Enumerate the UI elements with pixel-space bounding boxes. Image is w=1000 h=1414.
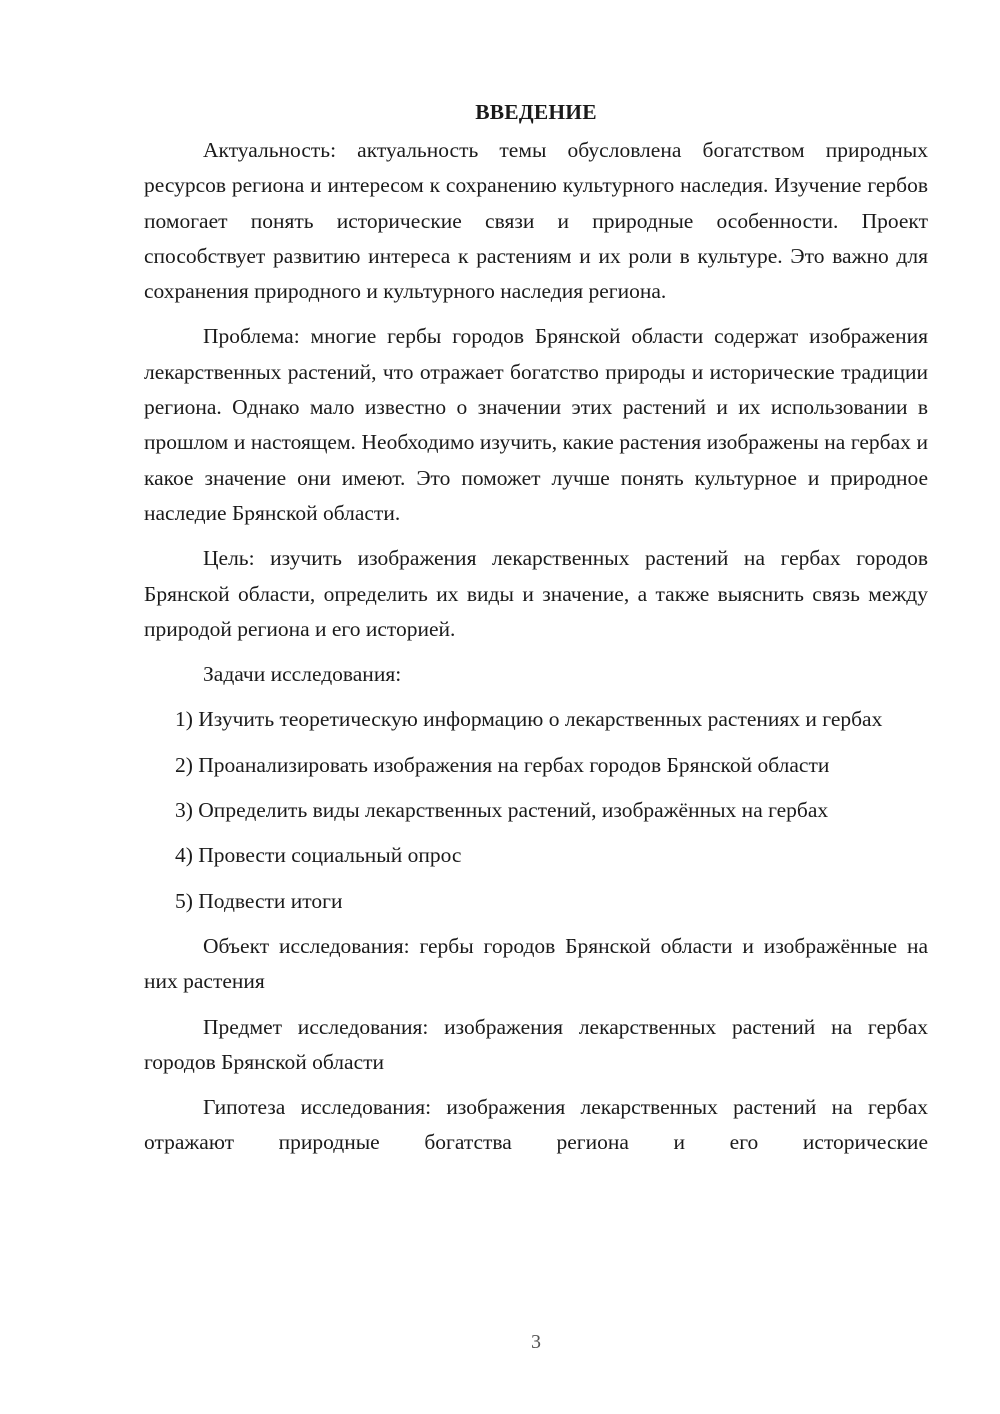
paragraph-hypothesis: Гипотеза исследования: изображения лекарственных растений на гербах отражают природные богатства региона и его исторические xyxy=(144,1095,928,1155)
paragraph-object: Объект исследования: гербы городов Брянской области и изображённые на них растения xyxy=(144,933,928,994)
paragraph-subject: Предмет исследования: изображения лекарственных растений на гербах городов Брянской области xyxy=(144,1014,928,1074)
tasks-heading: Задачи исследования: xyxy=(203,662,402,687)
list-item: 5) Подвести итоги xyxy=(175,888,343,913)
paragraph-goal: Цель: изучить изображения лекарственных растений на гербах городов Брянской области, определить их виды и значение, а также выяснить связь между природой региона и его историей. xyxy=(144,546,928,641)
tasks-list xyxy=(144,702,928,918)
paragraph-relevance: Актуальность: актуальность темы обусловлена богатством природных ресурсов региона и интересом к сохранению культурного наследия. Изучение гербов помогает понять исторические связи и природные особенности. Проект способствует развитию интереса к растениям и их роли в культуре. Это важно для сохранения природного и культурного наследия региона. xyxy=(144,138,928,304)
paragraph-problem: Проблема: многие гербы городов Брянской области содержат изображения лекарственных растений, что отражает богатство природы и исторические традиции региона. Однако мало известно о значении этих растений и их использовании в прошлом и настоящем. Необходимо изучить, какие растения изображены на гербах и какое значение они имеют. Это поможет лучше понять культурное и природное наследие Брянской области. xyxy=(144,324,928,525)
list-item: 4) Провести социальный опрос xyxy=(175,843,462,868)
page-title: ВВЕДЕНИЕ xyxy=(475,100,597,124)
list-item: 3) Определить виды лекарственных растений, изображённых на гербах xyxy=(175,798,829,823)
list-item: 1) Изучить теоретическую информацию о лекарственных растениях и гербах xyxy=(175,707,883,732)
page-number: 3 xyxy=(531,1331,541,1353)
document-page xyxy=(144,95,928,1171)
list-item: 2) Проанализировать изображения на гербах городов Брянской области xyxy=(175,752,830,777)
